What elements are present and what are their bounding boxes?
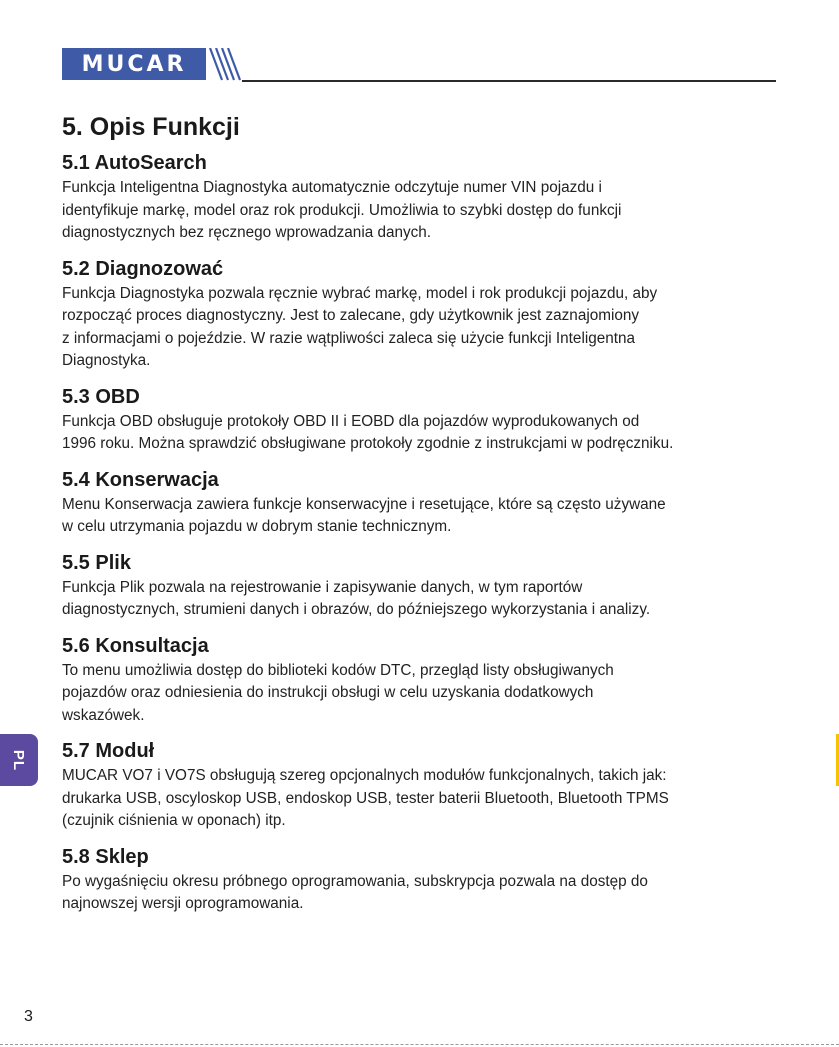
- section-body: Funkcja Inteligentna Diagnostyka automatycznie odczytuje numer VIN pojazdu i identyfikuje markę, model oraz rok produkcji. Umożliwia to szybki dostęp do funkcji diagnostycznych bez ręcznego wprowadzania danych.: [62, 179, 622, 241]
- section-autosearch: [62, 149, 778, 245]
- section-body: Funkcja Diagnostyka pozwala ręcznie wybrać markę, model i rok produkcji pojazdu, aby rozpocząć proces diagnostyczny. Jest to zalecane, gdy użytkownik jest zaznajomiony z informacjami o pojeździe. W razie wątpliwości zaleca się użycie funkcji Inteligentna Diagnostyka.: [62, 284, 658, 369]
- header-rule: [242, 80, 776, 82]
- section-konserwacja: [62, 466, 778, 539]
- section-body: MUCAR VO7 i VO7S obsługują szereg opcjonalnych modułów funkcjonalnych, takich jak: drukarka USB, oscyloskop USB, endoskop USB, tester baterii Bluetooth, Bluetooth TPMS (czujnik ciśnienia w oponach) itp.: [62, 767, 669, 829]
- section-diagnozowac: [62, 255, 778, 373]
- section-title: 5.7 Moduł: [62, 740, 155, 762]
- section-sklep: [62, 843, 778, 916]
- section-obd: [62, 383, 778, 456]
- section-title: 5.2 Diagnozować: [62, 257, 224, 280]
- section-title: 5.3 OBD: [62, 385, 140, 408]
- mucar-logo: MUCAR: [62, 48, 206, 80]
- section-modul: [62, 737, 778, 833]
- bottom-rule: [0, 1044, 839, 1045]
- section-title: 5.8 Sklep: [62, 845, 149, 868]
- page-content: [62, 110, 778, 926]
- section-plik: [62, 549, 778, 622]
- section-title: 5.1 AutoSearch: [62, 152, 207, 174]
- language-tab: [0, 734, 38, 786]
- language-tab-label: PL: [10, 749, 28, 771]
- section-body: Menu Konserwacja zawiera funkcje konserwacyjne i resetujące, które są często używane w celu utrzymania pojazdu w dobrym stanie technicznym.: [62, 495, 666, 535]
- page-header: [62, 48, 776, 82]
- section-title: 5.6 Konsultacja: [62, 634, 209, 657]
- section-body: Funkcja Plik pozwala na rejestrowanie i zapisywanie danych, w tym raportów diagnostycznych, strumieni danych i obrazów, do późniejszego wykorzystania i analizy.: [62, 578, 651, 618]
- section-body: To menu umożliwia dostęp do biblioteki kodów DTC, przegląd listy obsługiwanych pojazdów oraz odniesienia do instrukcji obsługi w celu uzyskania dodatkowych wskazówek.: [62, 661, 614, 724]
- section-konsultacja: [62, 632, 778, 728]
- logo-stripes-icon: [208, 48, 244, 82]
- section-title: 5.5 Plik: [62, 551, 131, 574]
- section-body: Po wygaśnięciu okresu próbnego oprogramowania, subskrypcja pozwala na dostęp do najnowszej wersji oprogramowania.: [62, 872, 648, 912]
- section-body: Funkcja OBD obsługuje protokoły OBD II i EOBD dla pojazdów wyprodukowanych od 1996 roku. Można sprawdzić obsługiwane protokoły zgodnie z instrukcjami w podręczniku.: [62, 412, 674, 452]
- section-title: 5.4 Konserwacja: [62, 468, 219, 491]
- page-number: 3: [24, 1008, 33, 1025]
- page-title: 5. Opis Funkcji: [62, 113, 240, 141]
